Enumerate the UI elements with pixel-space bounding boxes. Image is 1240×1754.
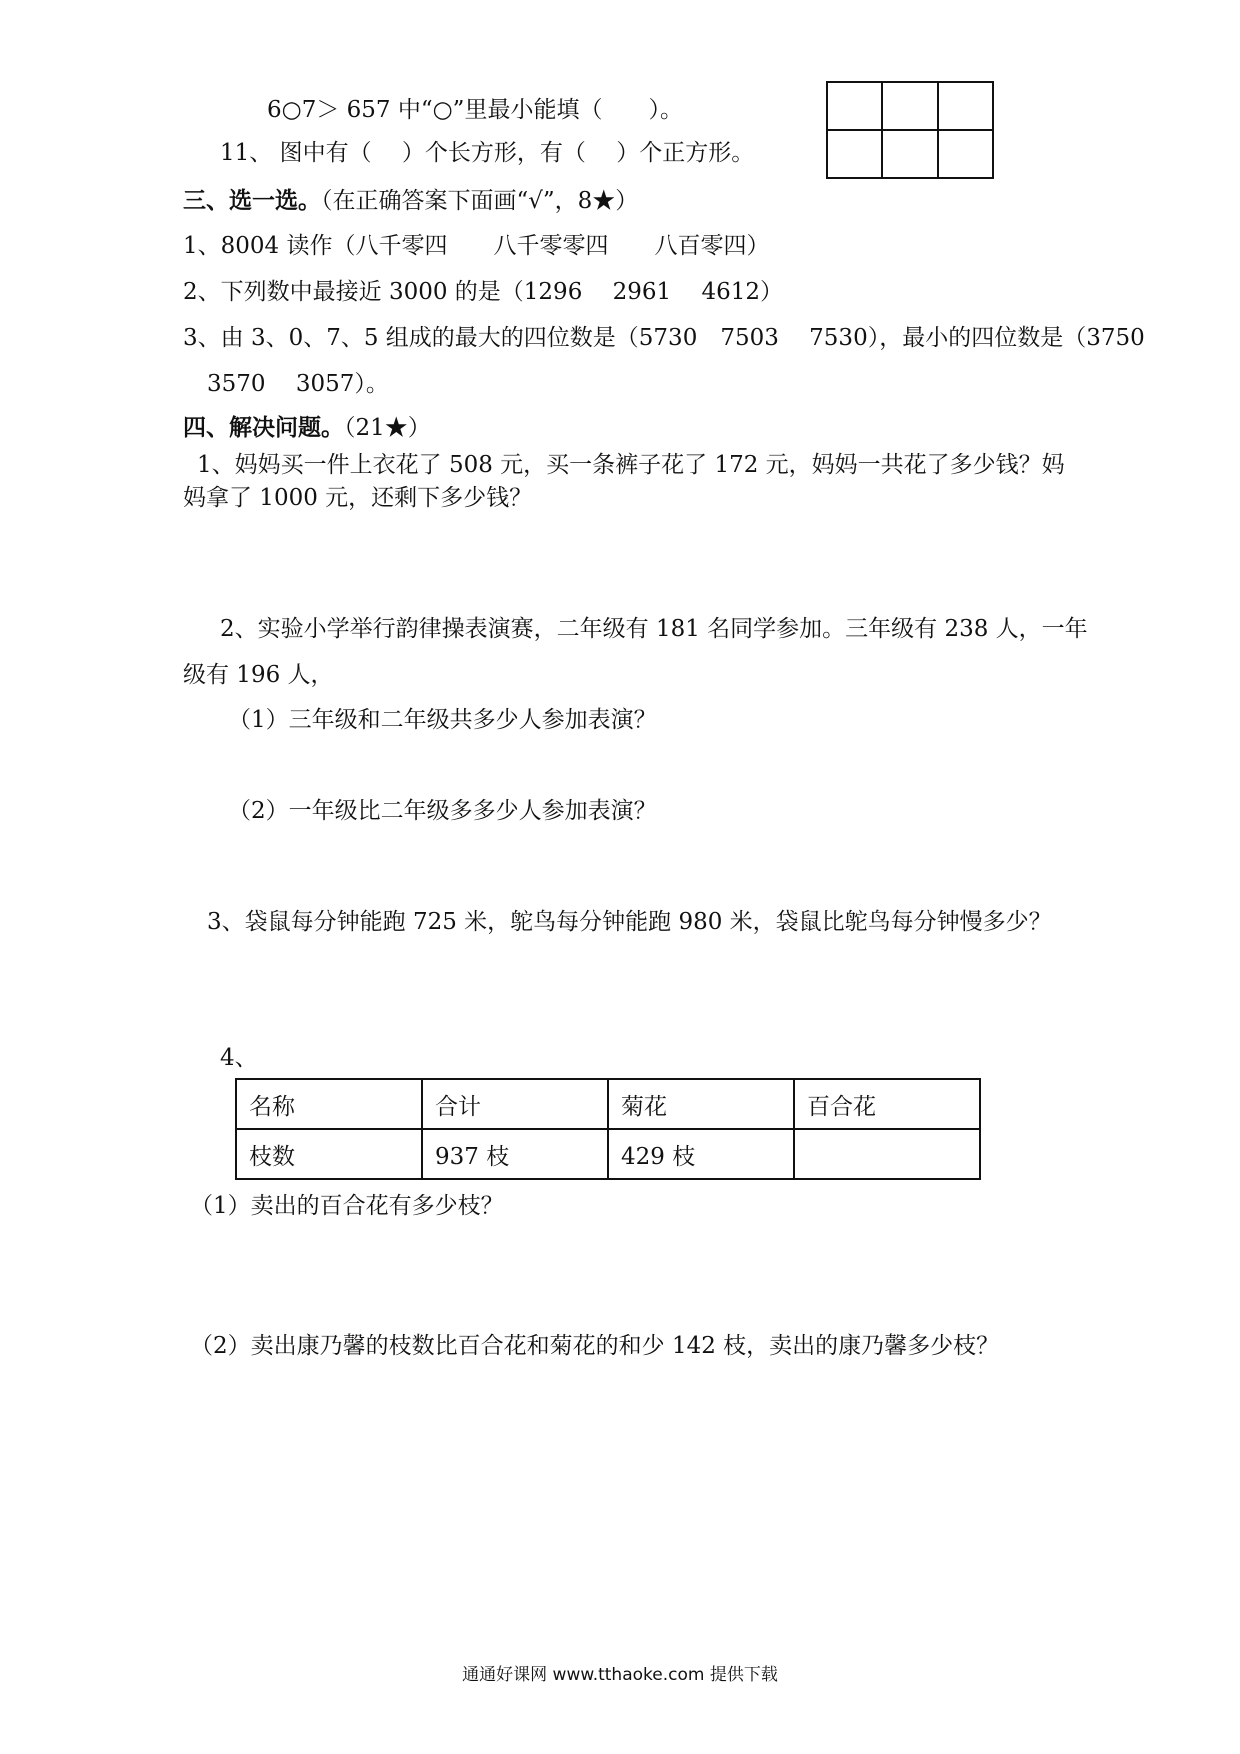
table-cell: 合计 <box>422 1079 608 1129</box>
section4-note: （21★） <box>344 415 431 441</box>
page-footer: 通通好课网 www.tthaoke.com 提供下载 <box>462 1665 778 1685</box>
grid-cell <box>882 130 937 178</box>
section3-title: 三、选一选。 <box>183 187 321 214</box>
problem1-line2: 妈拿了 1000 元，还剩下多少钱？ <box>183 485 533 511</box>
problem4-sub2: （2）卖出康乃馨的枝数比百合花和菊花的和少 142 枝，卖出的康乃馨多少枝？ <box>190 1333 1000 1359</box>
section4-heading <box>183 413 431 443</box>
section3-item-3: 3、由 3、0、7、5 组成的最大的四位数是（5730 7503 7530），最小的四位数是（3750 <box>183 325 1145 351</box>
table-row <box>236 1129 980 1179</box>
table-cell: 百合花 <box>794 1079 980 1129</box>
problem3: 3、袋鼠每分钟能跑 725 米，鸵鸟每分钟能跑 980 米，袋鼠比鸵鸟每分钟慢多少？ <box>207 909 1052 935</box>
flower-table <box>235 1078 981 1180</box>
table-cell: 名称 <box>236 1079 422 1129</box>
section3-heading <box>183 186 638 216</box>
section3-item-3-cont: 3570 3057）。 <box>207 371 389 397</box>
grid-cell <box>827 82 882 130</box>
problem1-line1: 1、妈妈买一件上衣花了 508 元，买一条裤子花了 172 元，妈妈一共花了多少钱？妈 <box>197 452 1065 478</box>
grid-cell <box>938 130 993 178</box>
section4-title: 四、解决问题。 <box>183 414 344 441</box>
table-cell <box>794 1129 980 1179</box>
table-cell: 429 枝 <box>608 1129 794 1179</box>
section3-item-2: 2、下列数中最接近 3000 的是（1296 2961 4612） <box>183 279 784 305</box>
grid-cell <box>938 82 993 130</box>
rectangle-grid-figure <box>826 81 994 179</box>
problem4-sub1: （1）卖出的百合花有多少枝？ <box>190 1193 504 1219</box>
table-cell: 菊花 <box>608 1079 794 1129</box>
q11-question: 11、 图中有（ ）个长方形，有（ ）个正方形。 <box>220 140 755 166</box>
problem4-label: 4、 <box>220 1045 258 1071</box>
table-cell: 937 枝 <box>422 1129 608 1179</box>
table-cell: 枝数 <box>236 1129 422 1179</box>
problem2-sub1: （1）三年级和二年级共多少人参加表演？ <box>228 707 657 733</box>
section3-item-1: 1、8004 读作（八千零四 八千零零四 八百零四） <box>183 233 770 259</box>
table-header-row <box>236 1079 980 1129</box>
problem2-sub2: （2）一年级比二年级多多少人参加表演？ <box>228 798 657 824</box>
grid-cell <box>827 130 882 178</box>
q10-continuation: 6○7＞ 657 中“○”里最小能填（ ）。 <box>267 97 683 123</box>
section3-note: （在正确答案下面画“√”，8★） <box>321 188 639 214</box>
problem2-line2: 级有 196 人， <box>183 662 334 688</box>
grid-cell <box>882 82 937 130</box>
problem2-line1: 2、实验小学举行韵律操表演赛，二年级有 181 名同学参加。三年级有 238 人，一年 <box>220 616 1088 642</box>
